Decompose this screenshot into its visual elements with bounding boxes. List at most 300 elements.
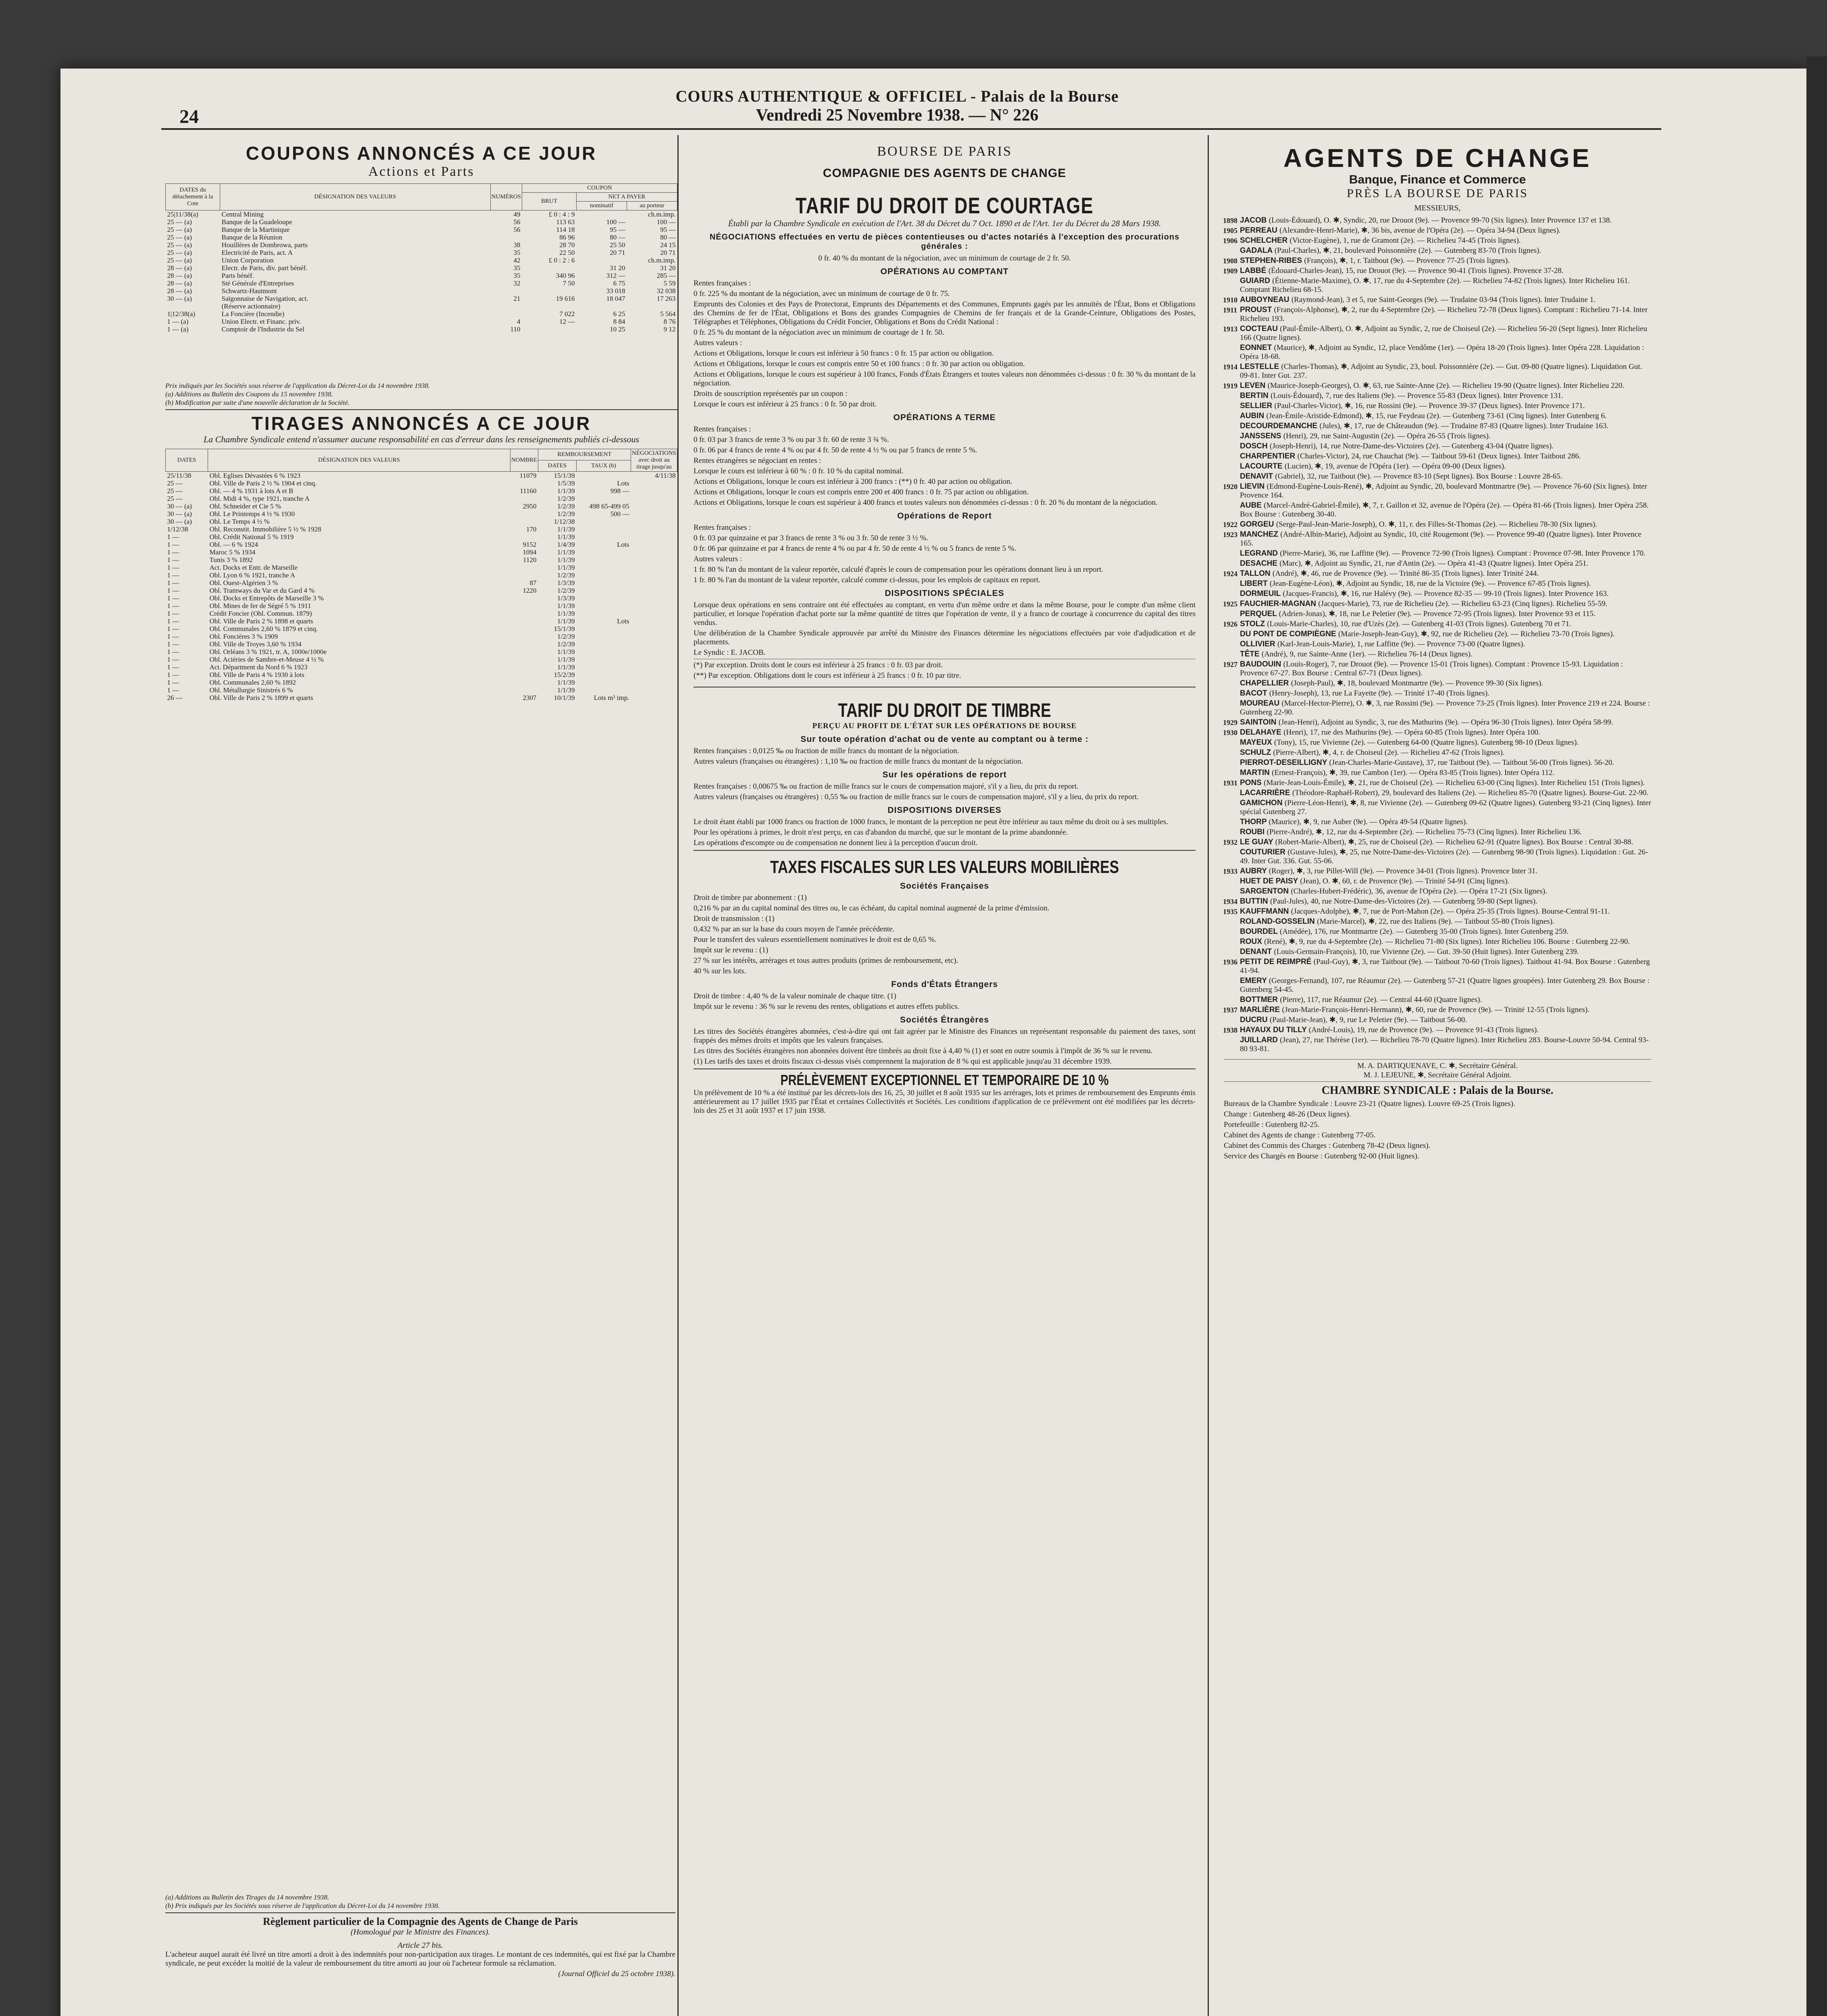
comptant-paragraph: Rentes françaises : [694,279,751,287]
coupon-row-cell: 42 [513,256,521,264]
agent-name: GAMICHON [1240,799,1285,807]
coupon-row-cell [522,287,577,295]
coupon-row-cell: 7 50 [562,279,575,287]
taxes-paragraph: Droit de timbre : 4,40 % de la valeur nominale de chaque titre. (1) [694,992,896,1000]
agent-year: 1937 [1223,1006,1237,1014]
tirage-row-cell: 1094 [523,548,537,556]
timbre-head-3: DISPOSITIONS DIVERSES [887,806,1002,815]
tirage-row-cell: 1 — [167,556,179,564]
tirage-row [166,610,677,617]
coupon-row-cell: 113 63 [556,218,575,226]
agent-entry [1224,422,1651,431]
agent-details: (Jean-Charles-Marie-Gustave), 37, rue Taitbout (9e). — Taitbout 56-00 (Trois lignes). 56-20. [1329,758,1615,767]
agent-year: 1930 [1223,729,1237,737]
coupon-row [166,241,677,249]
reglement-source: (Journal Officiel du 25 octobre 1938). [558,1970,675,1978]
agent-details: (Jacques-Marie), 73, rue de Richelieu (2e). — Richelieu 63-23 (Cinq lignes). Richelieu 55-59. [1318,600,1608,608]
agent-details: (Ernest-François), ✱, 39, rue Cambon (1er). — Opéra 83-85 (Trois lignes). Inter Opéra 112. [1272,768,1555,777]
taxes-paragraph: Droit de timbre par abonnement : (1) [694,893,807,902]
agent-entry [1224,887,1651,896]
tirage-row-cell [510,686,538,694]
coupon-row-cell: Union Electr. et Financ. priv. [221,318,301,325]
tirage-row-cell [631,487,677,495]
agent-entry [1224,818,1651,827]
chambre-line: Portefeuille : Gutenberg 82-25. [1224,1120,1320,1129]
tirage-row [166,602,677,610]
coupon-row-cell: Schwartz-Hautmont [221,287,277,295]
agent-name: STOLZ [1240,620,1267,628]
tirage-row-cell [631,679,677,686]
tirage-row-cell [631,656,677,663]
agent-details: (Paul-Charles), ✱, 21, boulevard Poissonnière (2e). — Gutenberg 83-70 (Trois lignes). [1274,246,1542,255]
header-date: Vendredi 25 Novembre 1938. — N° 226 [756,106,1039,125]
agent-details: (Alexandre-Henri-Marie), ✱, 36 bis, avenue de l'Opéra (2e). — Opéra 34-94 (Deux lignes). [1279,226,1561,235]
tirage-row-cell: Obl. Foncières 3 % 1909 [209,633,278,640]
tirage-row-cell: 25/11/38 [167,472,192,479]
coupon-row-cell: 33 018 [606,287,625,295]
agent-year: 1933 [1223,867,1237,875]
agent-entry [1224,520,1651,529]
agent-details: (Jean-Henri), Adjoint au Syndic, 3, rue des Mathurins (9e). — Opéra 96-30 (Trois lignes). Inter Opéra 58-99. [1278,718,1613,727]
agent-entry [1224,937,1651,946]
timbre-list-2 [694,782,1196,802]
tirage-row-cell: Obl. Docks et Entrepôts de Marseille 3 % [209,594,324,602]
tirage-row [166,495,677,502]
tirage-row-cell [577,548,631,556]
tirage-row-cell: Obl. Reconstit. Immobilière 5 ½ % 1928 [209,525,321,533]
agent-entry [1224,768,1651,777]
agent-name: COUTURIER [1240,848,1288,856]
agent-details: (Tony), 15, rue Vivienne (2e). — Gutenberg 64-00 (Quatre lignes). Gutenberg 98-10 (Deux lignes). [1274,738,1579,747]
taxes-paragraph: Impôt sur le revenu : (1) [694,946,769,954]
tirage-row-cell: 1/1/39 [557,533,575,541]
coupon-row-cell: 9 12 [663,325,676,333]
agents-subtitle: Banque, Finance et Commerce [1349,173,1526,186]
coupons-col-net: NET A PAYER [577,193,677,202]
agent-details: (Jean-Émile-Aristide-Edmond), ✱, 15, rue Feydeau (2e). — Gutenberg 73-61 (Cinq lignes). Inter Gutenberg 6. [1266,412,1607,420]
coupon-row-cell: Banque de la Réunion [221,233,283,241]
tirage-row-cell: 1 — [167,671,179,679]
coupon-row-cell: 6 25 [613,310,625,318]
agent-entry [1224,306,1651,323]
coupon-row-cell: Central Mining [221,210,264,218]
timbre-subtitle: PERÇU AU PROFIT DE L'ÉTAT SUR LES OPÉRATIONS DE BOURSE [812,722,1077,730]
tirage-row-cell: 1 — [167,533,179,541]
agent-name: BACOT [1240,689,1269,698]
agent-name: PIERROT-DESEILLIGNY [1240,758,1329,767]
tirage-row-cell: 1/1/39 [557,525,575,533]
tirage-row-cell: Obl. — 6 % 1924 [209,541,258,548]
tirages-title: TIRAGES ANNONCÉS A CE JOUR [251,413,592,434]
agent-details: (André), ✱, 46, rue de Provence (9e). — Trinité 86-35 (Trois lignes). Inter Trinité 244. [1272,569,1539,578]
agent-details: (Maurice-Joseph-Georges), O. ✱, 63, rue Sainte-Anne (2e). — Richelieu 19-90 (Quatre lignes). Inter Richelieu 220. [1267,381,1625,390]
coupon-row-cell: Saïgonnaise de Navigation, act. [221,295,308,302]
tirage-row-cell: 1/12/38 [554,518,575,525]
agent-entry [1224,392,1651,400]
agent-details: (Gustave-Jules), ✱, 25, rue Notre-Dame-des-Victoires (2e). — Gutenberg 98-90 (Trois lignes). Liquidation : Gut. 26-49. Inter Gut. 336. Gut. 55-06. [1240,848,1648,865]
agent-entry [1224,381,1651,390]
agent-entry [1224,472,1651,481]
coupon-row-cell: 95 — [610,226,625,233]
agent-entry [1224,958,1651,975]
agent-year: 1919 [1223,382,1237,390]
tirage-row-cell: Obl. Le Temps 4 ½ % [209,518,270,525]
taxes-paragraph: Impôt sur le revenu : 36 % sur le revenu des rentes, obligations et autres effets publics. [694,1002,960,1011]
agent-details: (Pierre-André), ✱, 12, rue du 4-Septembre (2e). — Richelieu 75-73 (Cinq lignes). Inter Richelieu 136. [1267,828,1582,836]
column-coupons-tirages [165,135,679,2016]
tirages-subtitle: La Chambre Syndicale entend n'assumer aucune responsabilité en cas d'erreur dans les renseignements publiés ci-dessous [203,434,640,444]
agent-details: (Pierre-Marie), 36, rue Laffitte (9e). — Provence 72-90 (Trois lignes). Comptant : Provence 07-98. Inter Provence 170. [1280,549,1646,558]
tirage-row-cell [631,502,677,510]
tirage-row-cell: 25 — [167,487,183,495]
compagnie-title: COMPAGNIE DES AGENTS DE CHANGE [823,167,1067,180]
tirage-row-cell [577,648,631,656]
tirage-row-cell [577,671,631,679]
coupon-row-cell: 5 59 [663,279,676,287]
agent-details: (Charles-Thomas), ✱, Adjoint au Syndic, 23, boul. Poissonnière (2e). — Gut. 09-80 (Quatre lignes). Liquidation Gut. 09-81. Inter Gut. 237. [1240,362,1642,380]
agent-name: PETIT DE REIMPRÉ [1240,958,1314,966]
tirage-row-cell: Obl. Eglises Dévastées 6 % 1923 [209,472,301,479]
tirage-row-cell: 15/1/39 [554,625,575,633]
tirage-row [166,694,677,702]
coupon-row-cell: 22 50 [559,249,575,256]
agent-name: MARTIN [1240,768,1272,777]
tirage-row-cell [510,571,538,579]
tirage-row-cell [510,663,538,671]
tirage-row-cell [577,610,631,617]
reglement-title: Règlement particulier de la Compagnie des Agents de Change de Paris [263,1916,578,1927]
tirage-row-cell [631,571,677,579]
coupon-row-cell: 8 84 [613,318,625,325]
agent-name: JACOB [1240,216,1269,225]
agent-entry [1224,600,1651,608]
coupon-row-cell: 25 — (a) [167,218,192,226]
agent-name: DELAHAYE [1240,728,1284,737]
coupon-row-cell: 285 — [656,272,676,279]
reglement-article: Article 27 bis. [398,1941,443,1950]
coupon-row-cell: 114 18 [556,226,575,233]
coupon-row-cell: 32 [513,279,521,287]
timbre-head-2: Sur les opérations de report [882,770,1007,779]
coupon-row-cell: 56 [513,218,521,226]
terme-paragraph: Lorsque le cours est inférieur à 60 % : 0 fr. 10 % du capital nominal. [694,467,904,475]
agent-details: (Henry-Joseph), 13, rue La Fayette (9e). — Trinité 17-40 (Trois lignes). [1269,689,1490,698]
taxes-head-1: Sociétés Françaises [900,881,989,891]
tirage-row-cell: 1 — [167,571,179,579]
comptant-paragraph: Autres valeurs : [694,339,742,347]
agent-details: (Étienne-Marie-Maxime), O. ✱, 17, rue du 4-Septembre (2e). — Richelieu 74-82 (Trois lignes). Inter Richelieu 161. Comptant Richelieu 68-15. [1240,277,1630,294]
comptant-paragraph: Lorsque le cours est inférieur à 25 francs : 0 fr. 50 par droit. [694,400,877,408]
coupon-row-cell: 20 71 [610,249,625,256]
agent-details: (Georges-Fernand), 107, rue Réaumur (2e). — Gutenberg 57-21 (Quatre lignes groupées). Inter Gutenberg 29. Box Bourse : Gutenberg 54-45. [1240,977,1650,994]
tirage-row-cell: 1/1/39 [557,556,575,564]
tirage-row-cell: 1/2/39 [557,587,575,594]
tirage-row [166,533,677,541]
tirage-row-cell: 11160 [520,487,537,495]
tirage-row [166,633,677,640]
agent-entry [1224,779,1651,787]
coupons-note-3: (b) Modification par suite d'une nouvelle déclaration de la Société. [165,399,350,406]
agent-details: (Serge-Paul-Jean-Marie-Joseph), O. ✱, 11, r. des Filles-St-Thomas (2e). — Richelieu 78-30 (Six lignes). [1276,520,1598,529]
agent-entry [1224,907,1651,916]
agent-year: 1934 [1223,898,1237,906]
tirage-row [166,587,677,594]
tirage-row-cell: 1/1/39 [557,663,575,671]
agent-entry [1224,789,1651,798]
coupon-row-cell: £ 0 : 2 : 6 [548,256,575,264]
agent-name: LIBERT [1240,579,1270,588]
coupon-row [166,295,677,302]
agent-details: (Marcel-André-Gabriel-Émile), ✱, 7, r. Gaillon et 32, avenue de l'Opéra (2e). — Opéra 81-66 (Trois lignes). Inter Opéra 258. Box Bourse : Gutenberg 30-40. [1240,501,1649,519]
tirage-row-cell [577,633,631,640]
tirages-col-nego: NÉGOCIATIONS avec droit au tirage jusqu'au [631,449,677,472]
coupon-row-cell: 28 — (a) [167,272,192,279]
tirage-row-cell: 30 — (a) [167,510,192,518]
agent-year: 1931 [1223,779,1237,787]
terme-paragraph: 0 fr. 03 par 3 francs de rente 3 % ou par 3 fr. 60 de rente 3 ¾ %. [694,435,889,444]
exception-paragraph: (**) Par exception. Obligations dont le cours est inférieur à 25 francs : 0 fr. 10 par titre. [694,671,961,680]
chambre-line: Cabinet des Commis des Charges : Gutenberg 78-42 (Deux lignes). [1224,1141,1431,1150]
coupon-row-cell: 12 — [559,318,575,325]
coupons-col-numeros: NUMÉROS [490,184,522,210]
agent-details: (Marie-Joseph-Jean-Guy), ✱, 92, rue de Richelieu (2e). — Richelieu 73-70 (Trois lignes). [1338,630,1615,638]
agent-details: (François-Alphonse), ✱, 2, rue du 4-Septembre (2e). — Richelieu 72-78 (Deux lignes). Comptant : Richelieu 71-14. Inter Richelieu 193. [1240,306,1648,323]
tirage-row-cell: 1 — [167,602,179,610]
report-paragraph: 0 fr. 06 par quinzaine et par 4 francs de rente 4 % ou par 4 fr. 50 de rente 4 ½ % ou 5 francs de rente 5 %. [694,544,1017,553]
chambre-line: Service des Chargés en Bourse : Gutenberg 92-00 (Huit lignes). [1224,1152,1419,1160]
agent-entry [1224,442,1651,451]
header-rule [161,128,1661,130]
tirage-row-cell: 15/2/39 [554,671,575,679]
agent-entry [1224,917,1651,926]
agent-entry [1224,216,1651,225]
agent-name: ROLAND-GOSSELIN [1240,917,1317,926]
coupon-row-cell: 28 — (a) [167,264,192,272]
secretaire-general: M. A. DARTIQUENAVE, C. ✱, Secrétaire Général. [1357,1062,1518,1070]
agent-details: (François), ✱, 1, r. Taitbout (9e). — Provence 77-25 (Trois lignes). [1304,256,1510,265]
agent-year: 1910 [1223,296,1237,304]
coupon-row-cell: Banque de la Guadeloupe [221,218,292,226]
coupon-row [166,226,677,233]
timbre-paragraph: Rentes françaises : 0,00675 ‰ ou fraction de mille francs sur le cours de compensation majoré, s'il y a lieu, du prix du report. [694,782,1079,791]
coupon-row-cell: 49 [513,210,521,218]
agent-year: 1935 [1223,908,1237,916]
agent-name: DUCRU [1240,1016,1270,1024]
coupon-row-cell: 31 20 [610,264,625,272]
tirage-row-cell: Obl. Schneider et Cie 5 % [209,502,281,510]
tirage-row-cell: 1 — [167,564,179,571]
agent-entry [1224,579,1651,588]
agent-entry [1224,277,1651,294]
agent-name: PERREAU [1240,226,1280,235]
tirage-row-cell: 1/1/39 [557,610,575,617]
report-paragraph: 1 fr. 80 % l'an du montant de la valeur reportée, calculé comme ci-dessus, pour les emplois de capitaux en report. [694,576,1041,584]
coupon-row-cell: 20 71 [660,249,676,256]
agent-name: HUET DE PAISY [1240,877,1300,885]
agent-name: OLLIVIER [1240,640,1277,648]
tirage-row-cell: 25 — [167,495,183,502]
page-edge-shadow [1806,56,1827,2016]
agent-entry [1224,758,1651,767]
agents-subtitle-2: PRÈS LA BOURSE DE PARIS [1347,187,1528,200]
taxes-paragraph: 0,432 % par an sur la base du cours moyen de l'année précédente. [694,925,895,933]
agent-name: THORP [1240,818,1269,826]
coupon-row-cell: 35 [513,272,521,279]
tirage-row [166,640,677,648]
agent-entry [1224,748,1651,757]
tirage-row-cell: 1/1/39 [557,686,575,694]
agent-name: AUBIN [1240,412,1267,420]
tirage-row-cell: 1 — [167,548,179,556]
coupon-row-cell: 110 [510,325,521,333]
coupons-col-coupon: COUPON [522,184,677,193]
tirage-row-cell [631,694,677,702]
tirage-row-cell: 1/2/39 [557,502,575,510]
tirage-row-cell [577,594,631,602]
agent-name: BOURDEL [1240,927,1280,936]
coupon-row-cell: (Réserve actionnaire) [221,302,281,310]
tirage-row-cell [631,548,677,556]
tirage-row [166,594,677,602]
timbre-paragraph: Le droit étant établi par 1000 francs ou fraction de 1000 francs, le montant de la perception ne peut être inférieur au taux même du droit ou à ses multiples. [694,818,1169,826]
coupon-row-cell: 28 — (a) [167,279,192,287]
agent-name: BERTIN [1240,392,1271,400]
tirage-row-cell: 1120 [523,556,537,564]
agent-name: TÊTE [1240,650,1262,658]
agent-name: PROUST [1240,306,1274,314]
agent-details: (Karl-Jean-Louis-Marie), 1, rue Laffitte (9e). — Provence 73-00 (Quatre lignes). [1277,640,1525,648]
timbre-head-1: Sur toute opération d'achat ou de vente au comptant ou à terme : [800,735,1089,744]
tirage-row-cell [577,525,631,533]
coupon-row-cell: 25 — (a) [167,249,192,256]
tirage-row-cell [510,610,538,617]
coupon-row-cell: ch.m.imp. [648,210,676,218]
agent-details: (Amédée), 176, rue Montmartre (2e). — Gutenberg 35-00 (Trois lignes). Inter Gutenberg 259. [1279,927,1569,936]
comptant-paragraph: Actions et Obligations, lorsque le cours est supérieur à 100 francs, Fonds d'États Étrangers et toutes valeurs non dénommées ci-dessus : 0 fr. 30 % du montant de la négociation. [694,370,1196,387]
tirage-row-cell: 1220 [523,587,537,594]
tirage-row-cell: 1/2/39 [557,510,575,518]
speciales-heading: DISPOSITIONS SPÉCIALES [885,589,1004,598]
coupon-row-cell: 80 — [660,233,676,241]
tirage-row-cell: 1/12/38 [167,525,188,533]
coupon-row [166,218,677,226]
agents-title: AGENTS DE CHANGE [1283,144,1592,173]
coupons-table [165,183,677,333]
agent-entry [1224,412,1651,421]
agent-details: (Pierre-Léon-Henri), ✱, 8, rue Vivienne (2e). — Gutenberg 09-62 (Quatre lignes). Gutenberg 93-21 (Cinq lignes). Inter spécial Gutenberg 27. [1240,799,1651,816]
tirage-row [166,510,677,518]
agent-name: FAUCHIER-MAGNAN [1240,600,1319,608]
agent-name: SARGENTON [1240,887,1291,896]
agent-entry [1224,948,1651,956]
tirage-row-cell: Obl. Ville de Paris 2 ½ % 1904 et cinq. [209,479,317,487]
tirage-row [166,625,677,633]
agent-entry [1224,246,1651,255]
tirage-row-cell [510,679,538,686]
coupon-row [166,233,677,241]
coupon-row-cell: 86 96 [559,233,575,241]
coupon-row-cell: 35 [513,264,521,272]
tirage-row-cell: 1 — [167,679,179,686]
courtage-title: TARIF DU DROIT DE COURTAGE [795,193,1094,218]
tirages-table [165,449,677,702]
agent-year: 1923 [1223,531,1237,539]
exception-paragraph: (*) Par exception. Droits dont le cours est inférieur à 25 francs : 0 fr. 03 par droit. [694,661,943,669]
tirage-row-cell: 26 — [167,694,183,702]
agent-year: 1920 [1223,483,1237,491]
tirage-row-cell: 2950 [523,502,537,510]
coupon-row-cell [490,310,522,318]
agent-entry [1224,236,1651,245]
tirage-row-cell: 170 [526,525,537,533]
coupon-row [166,310,677,318]
comptant-list [694,279,1196,409]
agent-name: MARLIÈRE [1240,1006,1282,1014]
agent-entry [1224,362,1651,380]
agent-details: (Charles-Victor), 24, rue Chauchat (9e). — Taitbout 59-61 (Deux lignes). Inter Taitbout 286. [1297,452,1581,460]
timbre-list-1 [694,747,1196,766]
agent-details: (Jean), 27, rue Thérèse (1er). — Richelieu 78-70 (Quatre lignes). Inter Richelieu 283. Bourse-Louvre 50-94. Central 93-80 93-81. [1240,1036,1649,1053]
tirage-row-cell: Obl. Communales 2,60 % 1892 [209,679,296,686]
coupon-row-cell: 4 [517,318,521,325]
coupons-note-2: (a) Additions au Bulletin des Coupons du 15 novembre 1938. [165,390,333,398]
coupon-row-cell: 18 047 [606,295,625,302]
coupon-row-cell: 32 038 [656,287,676,295]
agent-name: GORGEU [1240,520,1276,529]
agent-name: JUILLARD [1240,1036,1280,1044]
tirage-row-cell: Obl. Ville de Troyes 3,60 % 1934 [209,640,302,648]
tirage-row-cell [631,479,677,487]
tirage-row-cell: Tunis 3 % 1892 [209,556,253,564]
tirage-row-cell: Obl. Ville de Paris 2 % 1899 et quarts [209,694,313,702]
agent-details: (Joseph-Paul), ✱, 18, boulevard Montmartre (9e). — Provence 99-30 (Six lignes). [1291,679,1544,687]
tirage-row-cell: Obl. Ville de Paris 4 % 1930 à lots [209,671,304,679]
tirage-row-cell [631,579,677,587]
agent-entry [1224,848,1651,866]
tirage-row-cell [631,602,677,610]
coupon-row [166,287,677,295]
coupon-row-cell: 19 616 [556,295,575,302]
agent-name: HAYAUX DU TILLY [1240,1026,1309,1034]
tirage-row-cell: 1/1/39 [557,617,575,625]
chambre-line: Change : Gutenberg 48-26 (Deux lignes). [1224,1110,1351,1118]
negociations-text: NÉGOCIATIONS effectuées en vertu de pièces contentieuses ou d'actes notariés à l'exception des procurations générales : [709,233,1180,251]
secretaire-adjoint: M. J. LEJEUNE, ✱, Secrétaire Général Adjoint. [1363,1071,1512,1079]
agent-details: (Victor-Eugène), 1, rue de Gramont (2e). — Richelieu 74-45 (Trois lignes). [1290,236,1521,245]
coupons-note-1: Prix indiqués par les Sociétés sous réserve de l'application du Décret-Loi du 14 novembre 1938. [165,382,430,389]
agent-name: SCHULZ [1240,748,1273,757]
report-paragraph: 0 fr. 03 par quinzaine et par 3 francs de rente 3 % ou 3 fr. 50 de rente 3 ½ %. [694,534,928,542]
agent-name: MOUREAU [1240,699,1282,708]
agent-year: 1922 [1223,521,1237,529]
agent-entry [1224,226,1651,235]
taxes-paragraph: 0,216 % par an du capital nominal des titres ou, le cas échéant, du capital nominal augmenté de la prime d'émission. [694,904,1050,912]
taxes-list-2 [694,992,1196,1011]
agent-entry [1224,996,1651,1004]
tirage-row-cell: 1/1/39 [557,648,575,656]
tirage-row-cell: 1/1/39 [557,679,575,686]
tirage-row-cell: 15/1/39 [554,472,575,479]
agent-entry [1224,828,1651,837]
tirage-row-cell: Act. Départment du Nord 6 % 1923 [209,663,308,671]
tirage-row-cell: 1 — [167,594,179,602]
tirage-row-cell [577,556,631,564]
timbre-list-3 [694,818,1196,848]
coupons-title: COUPONS ANNONCÉS A CE JOUR [246,143,597,164]
tirage-row [166,686,677,694]
comptant-paragraph: Droits de souscription représentés par un coupon : [694,389,848,398]
agent-entry [1224,610,1651,619]
